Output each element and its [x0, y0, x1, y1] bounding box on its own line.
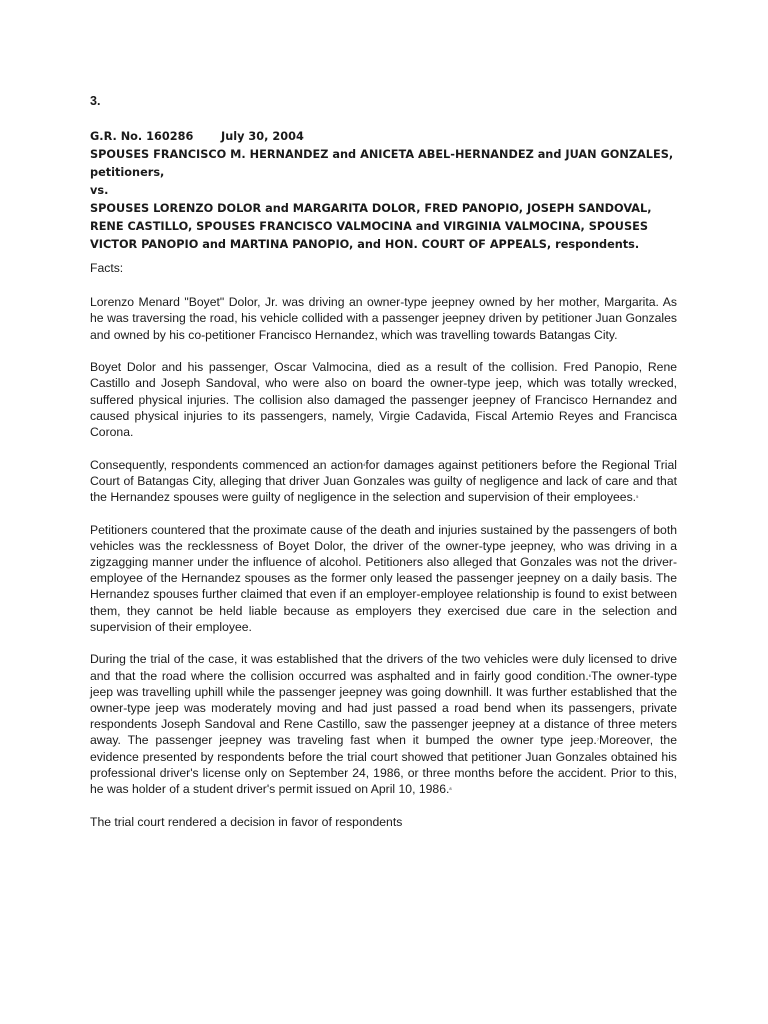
- facts-heading: Facts:: [90, 261, 124, 275]
- paragraph-5-text-b: The owner-type jeep was travelling uphill while the passenger jeepney was going downhill. It was further established that the owner-type jeep was moderately moving and had just passed a road bend when its passengers, private respondents Joseph Sandoval and Rene Castillo, saw the passenger jeepney at a distance of three meters away. The passenger jeepney was traveling fast when it bumped the owner type jeep.: [90, 668, 677, 748]
- gr-number: G.R. No. 160286: [90, 130, 194, 143]
- case-date: July 30, 2004: [221, 130, 304, 143]
- paragraph-3-text-b: for damages against petitioners before the Regional Trial Court of Batangas City, alleging that driver Juan Gonzales was guilty of negligence and lack of care and that the Hernandez spouses were guilty of negligence in the selection and supervision of their employees.: [90, 457, 677, 505]
- document-body: [90, 260, 677, 846]
- paragraph-4: Petitioners countered that the proximate cause of the death and injuries sustained by the passengers of both vehicles was the recklessness of Boyet Dolor, the driver of the owner-type jeepney, who was driving in a zigzagging manner under the influence of alcohol. Petitioners also alleged that Gonzales was not the driver-employee of the Hernandez spouses as the former only leased the passenger jeepney on a daily basis. The Hernandez spouses further claimed that even if an employer-employee relationship is found to exist between them, they cannot be held liable because as employers they exercised due care in the selection and supervision of their employee.: [90, 522, 677, 634]
- paragraph-2: Boyet Dolor and his passenger, Oscar Valmocina, died as a result of the collision. Fred Panopio, Rene Castillo and Joseph Sandoval, who were also on board the owner-type jeep, which was totally wrecked, suffered physical injuries. The collision also damaged the passenger jeepney of Francisco Hernandez and caused physical injuries to its passengers, namely, Virgie Cadavida, Fiscal Artemio Reyes and Francisca Corona.: [90, 360, 677, 440]
- paragraph-5-text-a: During the trial of the case, it was established that the drivers of the two vehicles were duly licensed to drive and that the road where the collision occurred was asphalted and in fairly good condition.: [90, 652, 677, 683]
- paragraph-3-text-a: Consequently, respondents commenced an action: [90, 457, 364, 472]
- footnote-marker: 5: [636, 494, 639, 500]
- footnote-marker: 4: [363, 461, 366, 467]
- paragraph-3: [90, 457, 677, 506]
- case-number: 3.: [90, 94, 101, 108]
- paragraph-1: Lorenzo Menard "Boyet" Dolor, Jr. was driving an owner-type jeepney owned by her mother, Margarita. As he was traversing the road, his vehicle collided with a passenger jeepney driven by petitioner Juan Gonzales and owned by his co-petitioner Francisco Hernandez, which was travelling towards Batangas City.: [90, 295, 677, 342]
- case-caption: [90, 128, 680, 254]
- footnote-marker: 6: [588, 672, 591, 678]
- respondents-line: SPOUSES LORENZO DOLOR and MARGARITA DOLOR, FRED PANOPIO, JOSEPH SANDOVAL, RENE CASTILLO, SPOUSES FRANCISCO VALMOCINA and VIRGINIA VALMOCINA, SPOUSES VICTOR PANOPIO and MARTINA PANOPIO, and HON. COURT OF APPEALS, respondents.: [90, 202, 652, 251]
- footnote-marker: 7: [596, 737, 599, 743]
- petitioners-line: SPOUSES FRANCISCO M. HERNANDEZ and ANICETA ABEL-HERNANDEZ and JUAN GONZALES, petitioners,: [90, 148, 674, 179]
- paragraph-5: [90, 651, 677, 797]
- paragraph-6: The trial court rendered a decision in favor of respondents: [90, 814, 403, 829]
- paragraph-5-text-c: Moreover, the evidence presented by respondents before the trial court showed that petitioner Juan Gonzales obtained his professional driver's license only on September 24, 1986, or three months before the accident. Prior to this, he was holder of a student driver's permit issued on April 10, 1986.: [90, 733, 677, 797]
- case-reference-line: [90, 128, 680, 146]
- versus-line: vs.: [90, 184, 109, 197]
- footnote-marker: 8: [449, 786, 452, 792]
